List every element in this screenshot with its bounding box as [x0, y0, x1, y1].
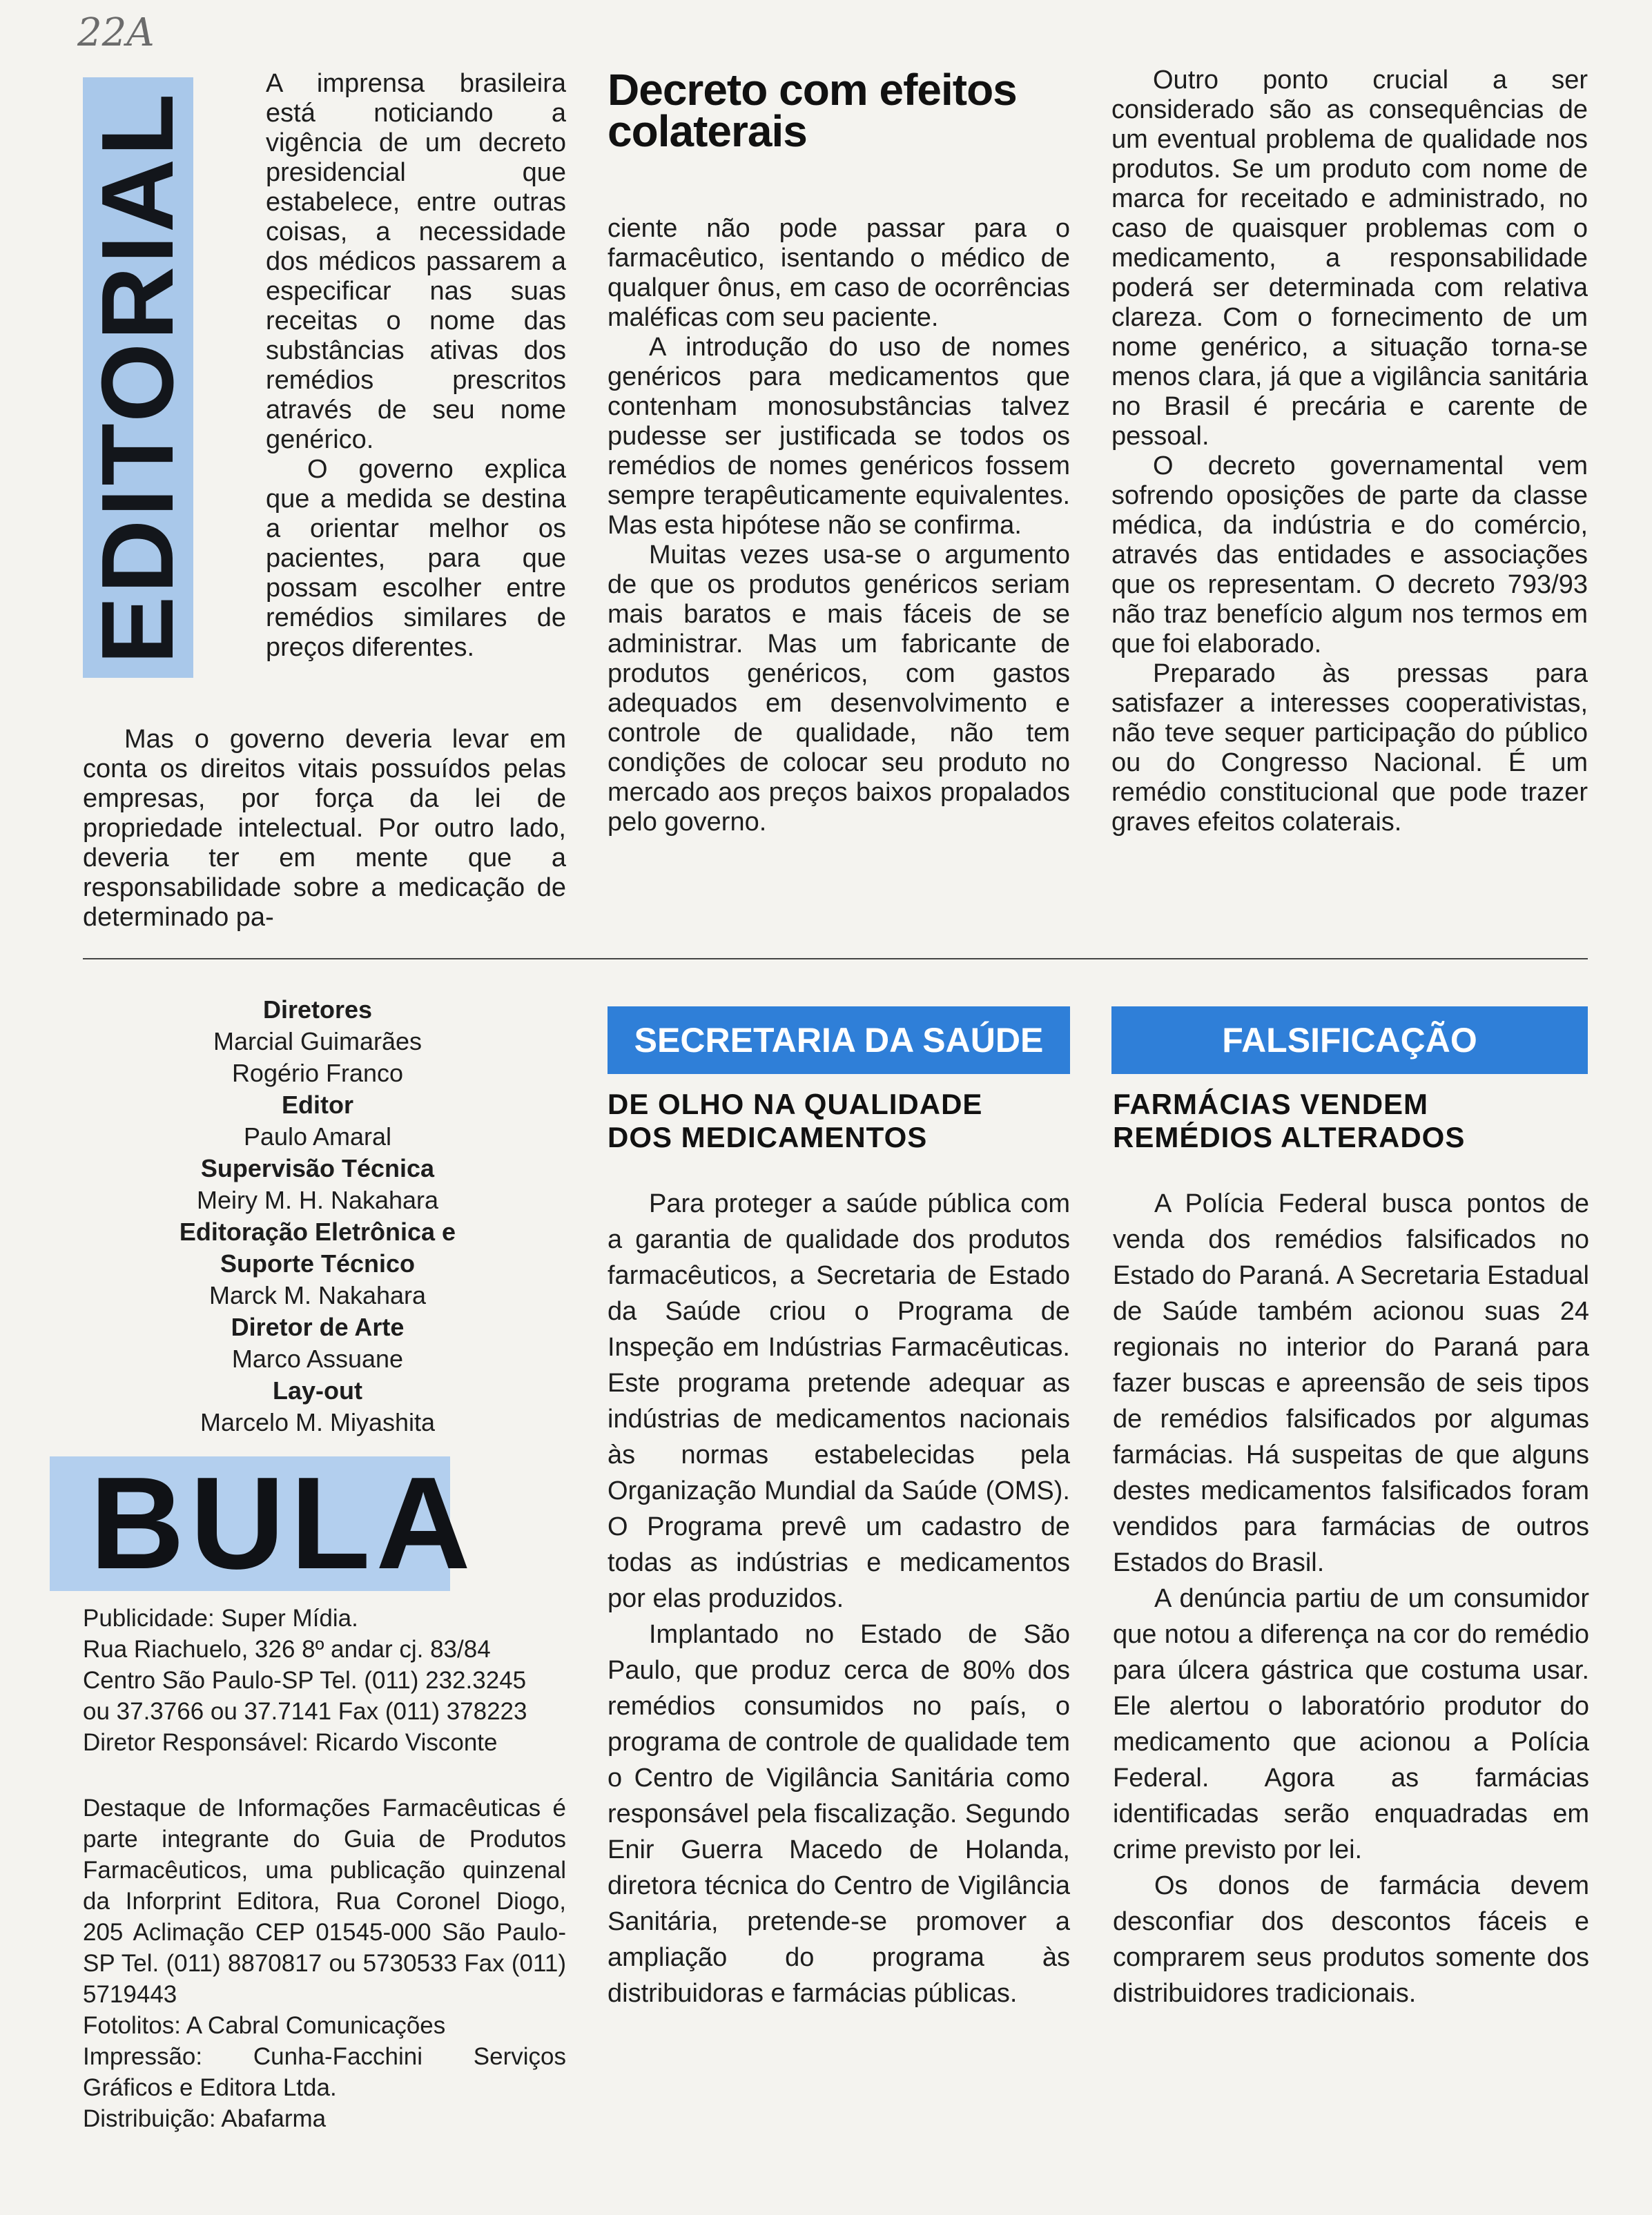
credit-name: Paulo Amaral [243, 1122, 392, 1151]
credit-role: Editor [282, 1091, 353, 1119]
editorial-column-2 [608, 214, 1070, 837]
editorial-paragraph: O governo explica que a medida se destina a orientar melhor os pacientes, para que possam escolher entre remédios similares de preços diferentes. [266, 455, 566, 662]
falsificacao-article [1113, 1186, 1589, 2011]
credit-name: Marck M. Nakahara [208, 1281, 427, 1309]
info-line: Impressão: Cunha-Facchini Serviços Gráficos e Editora Ltda. [83, 2043, 566, 2101]
info-line: Rua Riachuelo, 326 8º andar cj. 83/84 [83, 1636, 491, 1663]
editorial-column-1-bottom [83, 725, 566, 933]
credit-role: Lay-out [273, 1376, 362, 1405]
editorial-headline: Decreto com efeitos colaterais [608, 65, 1017, 156]
info-line: Fotolitos: A Cabral Comunicações [83, 2012, 446, 2039]
article-paragraph: Para proteger a saúde pública com a garantia de qualidade dos produtos farmacêuticos, a Secretaria de Estado da Saúde criou o Programa de Inspeção em Indústrias Farmacêuticas. Este programa pretende adequar as indústrias de medicamentos nacionais às normas estabelecidas pela Organização Mundial da Saúde (OMS). O Programa prevê um cadastro de todas as indústrias e medicamentos por elas produzidos. [608, 1189, 1070, 1613]
editorial-headline-block [608, 65, 1091, 156]
info-line: ou 37.3766 ou 37.7141 Fax (011) 378223 [83, 1698, 527, 1725]
bula-logo [50, 1450, 476, 1597]
article-paragraph: Implantado no Estado de São Paulo, que produz cerca de 80% dos remédios consumidos no país, o programa de controle de qualidade tem o Centro de Vigilância Sanitária como responsável pela fiscalização. Segundo Enir Guerra Macedo de Holanda, diretora técnica do Centro de Vigilância Sanitária, pretende-se promover a ampliação do programa às distribuidoras e farmácias públicas. [608, 1620, 1070, 2008]
section-divider [83, 958, 1588, 959]
bula-logo-text: BULA [90, 1450, 476, 1597]
editorial-paragraph: Mas o governo deveria levar em conta os direitos vitais possuídos pelas empresas, por força da lei de propriedade intelectual. Por outro lado, deveria ter em mente que a responsabilidade sobre a medicação de determinado pa- [83, 725, 566, 932]
article-paragraph: Os donos de farmácia devem desconfiar dos descontos fáceis e comprarem seus produtos somente dos distribuidores tradicionais. [1113, 1871, 1589, 2008]
subhead-line: DE OLHO NA QUALIDADE [608, 1088, 983, 1120]
credit-role: Editoração Eletrônica e Suporte Técnico [179, 1218, 456, 1278]
credit-role: Supervisão Técnica [200, 1154, 435, 1182]
info-line: Distribuição: Abafarma [83, 2105, 327, 2132]
secretaria-banner: SECRETARIA DA SAÚDE [608, 1006, 1070, 1074]
article-paragraph: A Polícia Federal busca pontos de venda dos remédios falsificados no Estado do Paraná. A Secretaria Estadual de Saúde também acionou suas 24 regionais no interior do Paraná para fazer buscas e apreensão de seis tipos de remédios falsificados por algumas farmácias. Há suspeitas de que alguns destes medicamentos falsificados foram vendidos para farmácias de outros Estados do Brasil. [1113, 1189, 1589, 1577]
info-line: Diretor Responsável: Ricardo Visconte [83, 1729, 498, 1756]
secretaria-article [608, 1186, 1070, 2011]
credit-name: Marcial Guimarães [213, 1027, 422, 1055]
credit-name: Meiry M. H. Nakahara [196, 1186, 439, 1214]
publication-info-2 [83, 1793, 566, 2134]
page-mark: 22A [77, 10, 155, 55]
editorial-paragraph: A imprensa brasileira está noticiando a vigência de um decreto presidencial que estabelece, entre outras coisas, a necessidade dos médicos passarem a especificar nas suas receitas o nome das substâncias ativas dos remédios prescritos através de seu nome genérico. [266, 69, 566, 454]
subhead-line: REMÉDIOS ALTERADOS [1113, 1121, 1466, 1153]
editorial-column-1 [266, 69, 566, 663]
editorial-column-3 [1111, 66, 1588, 837]
publication-info [83, 1603, 566, 1758]
editorial-label-band [83, 77, 193, 678]
falsificacao-banner: FALSIFICAÇÃO [1111, 1006, 1588, 1074]
info-line: Publicidade: Super Mídia. [83, 1605, 358, 1632]
credit-name: Marcelo M. Miyashita [200, 1408, 436, 1436]
editorial-paragraph: ciente não pode passar para o farmacêutico, isentando o médico de qualquer ônus, em caso de ocorrências maléficas com seu paciente. [608, 214, 1070, 332]
credit-role: Diretores [262, 995, 373, 1024]
editorial-paragraph: O decreto governamental vem sofrendo oposições de parte da classe médica, da indústria e do comércio, através das entidades e associações que os representam. O decreto 793/93 não traz benefício algum nos termos em que foi elaborado. [1111, 451, 1588, 658]
info-paragraph: Destaque de Informações Farmacêuticas é parte integrante do Guia de Produtos Farmacêuticos, uma publicação quinzenal da Inforprint Editora, Rua Coronel Diogo, 205 Aclimação CEP 01545-000 São Paulo-SP Tel. (011) 8870817 ou 5730533 Fax (011) 5719443 [83, 1795, 566, 2008]
editorial-paragraph: Outro ponto crucial a ser considerado são as consequências de um eventual problema de qualidade nos produtos. Se um produto com nome de marca for receitado e administrado, no caso de quaisquer problemas com o medicamento, a responsabilidade poderá ser determinada com relativa clareza. Com o fornecimento de um nome genérico, a situação torna-se menos clara, já que a vigilância sanitária no Brasil é precária e carente de pessoal. [1111, 66, 1588, 451]
falsificacao-subhead [1113, 1088, 1589, 1154]
editorial-label: EDITORIAL [81, 90, 195, 665]
secretaria-subhead [608, 1088, 1077, 1154]
credit-name: Marco Assuane [231, 1345, 404, 1373]
masthead-credits [138, 994, 497, 1438]
article-paragraph: A denúncia partiu de um consumidor que notou a diferença na cor do remédio para úlcera gástrica que costuma usar. Ele alertou o laboratório produtor do medicamento que acionou a Polícia Federal. Agora as farmácias identificadas serão enquadradas em crime previsto por lei. [1113, 1584, 1589, 1864]
editorial-paragraph: A introdução do uso de nomes genéricos para medicamentos que contenham monosubstâncias talvez pudesse ser justificada se todos os remédios de nomes genéricos fossem sempre terapêuticamente equivalentes. Mas esta hipótese não se confirma. [608, 333, 1070, 540]
credit-name: Rogério Franco [231, 1059, 404, 1087]
editorial-paragraph: Preparado às pressas para satisfazer a interesses cooperativistas, não teve sequer participação do público ou do Congresso Nacional. É um remédio constitucional que pode trazer graves efeitos colaterais. [1111, 659, 1588, 837]
info-line: Centro São Paulo-SP Tel. (011) 232.3245 [83, 1667, 527, 1694]
editorial-paragraph: Muitas vezes usa-se o argumento de que os produtos genéricos seriam mais baratos e mais fáceis de se administrar. Mas um fabricante de produtos genéricos, com gastos adequados em desenvolvimento e controle de qualidade, não tem condições de colocar seu produto no mercado aos preços baixos propalados pelo governo. [608, 540, 1070, 837]
subhead-line: DOS MEDICAMENTOS [608, 1121, 928, 1153]
subhead-line: FARMÁCIAS VENDEM [1113, 1088, 1429, 1120]
credit-role: Diretor de Arte [231, 1313, 405, 1341]
